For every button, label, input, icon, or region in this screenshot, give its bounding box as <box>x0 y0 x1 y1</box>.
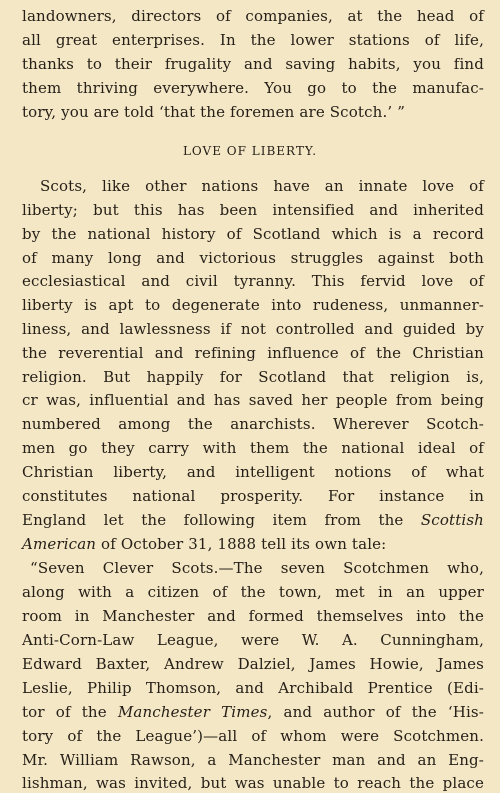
text-line: thanks to their frugality and saving habits, you find <box>22 55 484 73</box>
text-line: men go they carry with them the national ideal of <box>22 439 484 457</box>
text-line: constitutes national prosperity. For instance in <box>22 487 484 505</box>
text-line: lishman, was invited, but was unable to reach the place <box>22 774 484 792</box>
text-line: them thriving everywhere. You go to the manufac- <box>22 79 484 97</box>
text-line: tory, you are told ‘that the foremen are Scotch.’ ” <box>22 103 406 121</box>
paragraph-first-line: Scots, like other nations have an innate love of <box>40 177 484 195</box>
text-run: tor of the <box>22 703 118 721</box>
text-line: of many long and victorious struggles against both <box>22 249 484 267</box>
text-run: , and author of the ‘His- <box>267 703 484 721</box>
section-heading: LOVE OF LIBERTY. <box>182 144 318 158</box>
text-line <box>22 536 484 554</box>
text-line: landowners, directors of companies, at the head of <box>22 7 484 25</box>
text-line: liberty; but this has been intensified and inherited <box>22 201 484 219</box>
italic-text: Manchester Times <box>117 703 268 721</box>
text-line: cr was, influential and has saved her people from being <box>22 391 484 409</box>
italic-text: American <box>22 535 97 553</box>
text-line: liness, and lawlessness if not controlled and guided by <box>22 320 484 338</box>
text-line <box>22 512 484 530</box>
text-line <box>22 704 484 722</box>
text-line: Christian liberty, and intelligent notions of what <box>22 463 484 481</box>
text-line: Anti-Corn-Law League, were W. A. Cunningham, <box>22 631 484 649</box>
text-run: of October 31, 1888 tell its own tale: <box>96 535 387 553</box>
text-line: by the national history of Scotland which is a record <box>22 225 484 243</box>
text-line: the reverential and refining influence of the Christian <box>22 344 484 362</box>
text-line: liberty is apt to degenerate into rudeness, unmanner- <box>22 296 484 314</box>
text-line: all great enterprises. In the lower stations of life, <box>22 31 484 49</box>
text-line: ecclesiastical and civil tyranny. This fervid love of <box>22 272 484 290</box>
text-line: Leslie, Philip Thomson, and Archibald Prentice (Edi- <box>22 679 484 697</box>
text-line: Mr. William Rawson, a Manchester man and an Eng- <box>22 751 484 769</box>
text-run: England let the following item from the <box>22 511 421 529</box>
text-line: tory of the League’)—all of whom were Scotchmen. <box>22 727 484 745</box>
italic-text: Scottish <box>420 511 484 529</box>
text-line: religion. But happily for Scotland that religion is, <box>22 368 484 386</box>
text-line: along with a citizen of the town, met in an upper <box>22 583 484 601</box>
text-line: numbered among the anarchists. Wherever Scotch- <box>22 415 484 433</box>
quote-first-line: “Seven Clever Scots.—The seven Scotchmen who, <box>30 559 484 577</box>
text-line: Edward Baxter, Andrew Dalziel, James Howie, James <box>22 655 484 673</box>
text-line: room in Manchester and formed themselves into the <box>22 607 484 625</box>
